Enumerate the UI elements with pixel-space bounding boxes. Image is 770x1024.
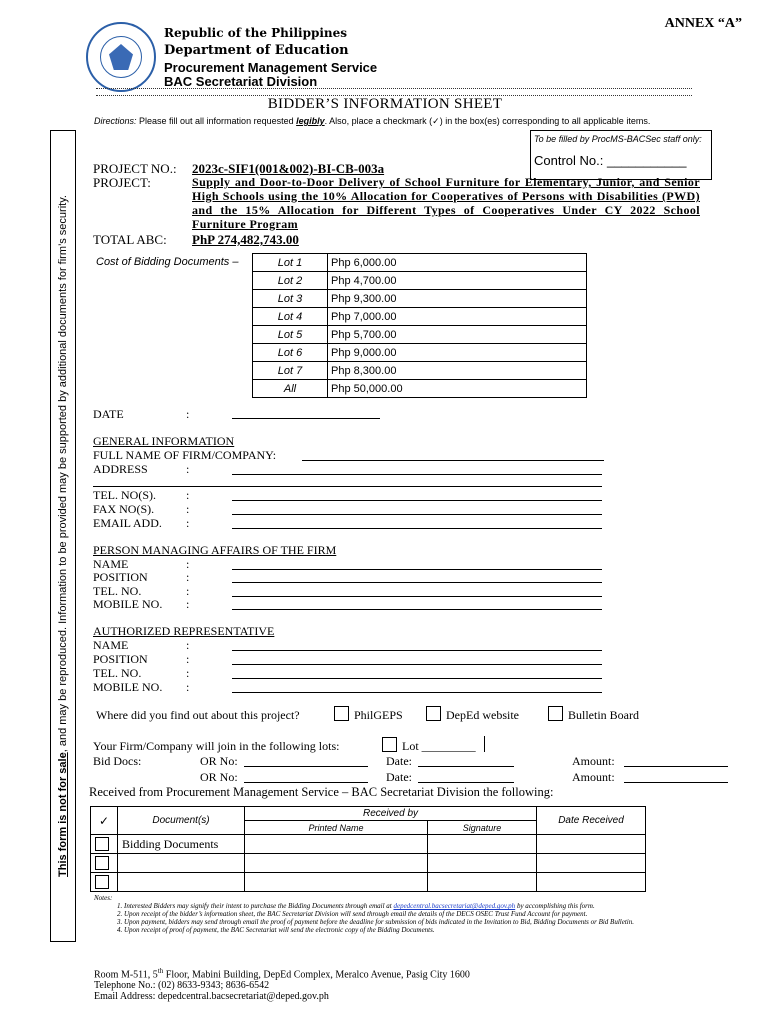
total-abc-label: TOTAL ABC:	[93, 232, 167, 247]
authorized-heading: AUTHORIZED REPRESENTATIVE	[93, 624, 275, 638]
or-no-label: OR No:	[200, 754, 238, 768]
date-label: DATE	[93, 407, 124, 421]
or-no-field-2[interactable]	[244, 782, 368, 783]
note-3: 3. Upon payment, bidders may send through email the proof of payment before the deadline for submission of bids indicated in the Invitation to Bid, Bidding Documents or Bid Bulletin.	[124, 918, 704, 926]
fax-label: FAX NO(S).	[93, 502, 155, 516]
footer	[94, 966, 470, 1002]
colon: :	[186, 597, 190, 611]
table-row	[91, 873, 646, 892]
lot-divider	[484, 736, 485, 752]
colon: :	[186, 488, 190, 502]
printed-name-header: Printed Name	[245, 821, 428, 835]
side-disclaimer: This form is not for sale, and may be reproduced. Information to be provided may be supported by additional documents for firm’s security.	[50, 130, 76, 942]
managing-position-label: POSITION	[93, 570, 148, 584]
email-link[interactable]: depedcentral.bacsecretariat@deped.gov.ph	[393, 902, 516, 910]
email-label: EMAIL ADD.	[93, 516, 162, 530]
service-heading: Procurement Management Service	[164, 60, 378, 75]
cost-table	[252, 253, 587, 398]
bidding-documents-cell: Bidding Documents	[118, 835, 245, 854]
note-2: 2. Upon receipt of the bidder’s information sheet, the BAC Secretariat Division will send through email the details of the DECS OSEC Trust Fund Account for payment.	[124, 910, 704, 918]
managing-mobile-label: MOBILE NO.	[93, 597, 163, 611]
received-heading: Received from Procurement Management Service – BAC Secretariat Division the following:	[89, 785, 554, 799]
philgeps-label: PhilGEPS	[354, 708, 403, 722]
republic-heading: Republic of the Philippines	[164, 26, 348, 40]
note-4: 4. Upon receipt of proof of payment, the BAC Secretariat will send the electronic copy of the Bidding Documents.	[124, 926, 704, 934]
colon: :	[186, 557, 190, 571]
colon: :	[186, 502, 190, 516]
amount-field-2[interactable]	[624, 782, 728, 783]
bid-date-label: Date:	[386, 754, 412, 768]
lots-label: Your Firm/Company will join in the following lots:	[93, 739, 340, 753]
amount-label: Amount:	[572, 754, 615, 768]
directions-text: Directions: Please fill out all information requested legibly. Also, place a checkmark (✓) in the box(es) corresponding to all applicable items.	[94, 116, 651, 126]
control-number-field[interactable]: Control No.: ___________	[534, 153, 687, 168]
firm-name-field[interactable]	[302, 460, 604, 461]
annex-label: ANNEX “A”	[664, 16, 742, 31]
department-heading: Department of Education	[164, 43, 349, 58]
colon: :	[186, 462, 190, 476]
address-label: ADDRESS	[93, 462, 148, 476]
auth-name-field[interactable]	[232, 650, 602, 651]
tel-field[interactable]	[232, 500, 602, 501]
table-row: Lot 6 Php 9,000.00	[253, 344, 587, 362]
date-received-header: Date Received	[537, 807, 646, 835]
footer-address: Room M-511, 5th Floor, Mabini Building, DepEd Complex, Meralco Avenue, Pasig City 1600	[94, 967, 470, 981]
footer-phone: Telephone No.: (02) 8633-9343; 8636-6542	[94, 980, 270, 992]
auth-position-label: POSITION	[93, 652, 148, 666]
source-question: Where did you find out about this project?	[96, 708, 300, 722]
managing-name-label: NAME	[93, 557, 129, 571]
table-row: All Php 50,000.00	[253, 380, 587, 398]
bid-docs-label: Bid Docs:	[93, 754, 142, 768]
colon: :	[186, 584, 190, 598]
tel-label: TEL. NO(S).	[93, 488, 156, 502]
project-label: PROJECT:	[93, 175, 151, 190]
table-row: Lot 5 Php 5,700.00	[253, 326, 587, 344]
table-row: Lot 4 Php 7,000.00	[253, 308, 587, 326]
lot-field[interactable]: Lot _________	[402, 739, 476, 753]
check-header: ✓	[91, 807, 118, 835]
bulletin-board-label: Bulletin Board	[568, 708, 639, 722]
auth-tel-label: TEL. NO.	[93, 666, 142, 680]
colon: :	[186, 666, 190, 680]
documents-header: Document(s)	[118, 807, 245, 835]
table-row	[91, 854, 646, 873]
philgeps-checkbox[interactable]	[334, 706, 349, 721]
managing-mobile-field[interactable]	[232, 609, 602, 610]
note-1: 1. Interested Bidders may signify their intent to purchase the Bidding Documents through email at depedcentral.bacsecretariat@deped.gov.ph by accomplishing this form.	[124, 902, 704, 910]
row-checkbox[interactable]	[95, 837, 109, 851]
notes-title: Notes:	[94, 894, 113, 902]
total-abc-value: PhP 274,482,743.00	[192, 232, 299, 247]
address-field-2[interactable]	[93, 486, 602, 487]
notes-section	[94, 894, 704, 934]
bid-date-field-2[interactable]	[418, 782, 514, 783]
project-no-value: 2023c-SIF1(001&002)-BI-CB-003a	[192, 161, 385, 176]
address-field[interactable]	[232, 474, 602, 475]
date-field[interactable]	[232, 418, 380, 419]
page-title: BIDDER’S INFORMATION SHEET	[267, 96, 503, 112]
email-field[interactable]	[232, 528, 602, 529]
bid-date-field[interactable]	[418, 766, 514, 767]
footer-email: Email Address: depedcentral.bacsecretariat@deped.gov.ph	[94, 991, 329, 1003]
managing-heading: PERSON MANAGING AFFAIRS OF THE FIRM	[93, 543, 337, 557]
table-row: Lot 2 Php 4,700.00	[253, 272, 587, 290]
control-note: To be filled by ProcMS-BACSec staff only:	[534, 134, 702, 144]
auth-tel-field[interactable]	[232, 678, 602, 679]
managing-tel-field[interactable]	[232, 596, 602, 597]
amount-field[interactable]	[624, 766, 728, 767]
project-no-label: PROJECT NO.:	[93, 161, 177, 176]
firm-name-label: FULL NAME OF FIRM/COMPANY:	[93, 448, 277, 462]
colon: :	[186, 680, 190, 694]
colon: :	[186, 516, 190, 530]
row-checkbox[interactable]	[95, 875, 109, 889]
general-info-heading: GENERAL INFORMATION	[93, 434, 235, 448]
deped-seal-icon	[86, 22, 156, 92]
bulletin-board-checkbox[interactable]	[548, 706, 563, 721]
received-by-header: Received by	[245, 807, 537, 821]
deped-website-checkbox[interactable]	[426, 706, 441, 721]
signature-header: Signature	[428, 821, 537, 835]
cost-label: Cost of Bidding Documents –	[96, 256, 239, 268]
deped-website-label: DepEd website	[446, 708, 519, 722]
managing-name-field[interactable]	[232, 569, 602, 570]
auth-name-label: NAME	[93, 638, 129, 652]
table-row: Lot 7 Php 8,300.00	[253, 362, 587, 380]
project-value: Supply and Door-to-Door Delivery of School Furniture for Elementary, Junior, and Senior High Schools using the 10% Allocation for Cooperatives of Persons with Disabilities (PWD) and the 15% Allocation for Different Types of Cooperatives Under CY 2022 School Furniture Program	[192, 175, 700, 231]
bid-date-label-2: Date:	[386, 770, 412, 784]
managing-tel-label: TEL. NO.	[93, 584, 142, 598]
colon: :	[186, 407, 190, 421]
auth-mobile-field[interactable]	[232, 692, 602, 693]
row-checkbox[interactable]	[95, 856, 109, 870]
received-table	[90, 806, 646, 892]
amount-label-2: Amount:	[572, 770, 615, 784]
auth-position-field[interactable]	[232, 664, 602, 665]
division-heading: BAC Secretariat Division	[164, 74, 318, 89]
colon: :	[186, 652, 190, 666]
auth-mobile-label: MOBILE NO.	[93, 680, 163, 694]
colon: :	[186, 638, 190, 652]
fax-field[interactable]	[232, 514, 602, 515]
colon: :	[186, 570, 190, 584]
table-row: Lot 1 Php 6,000.00	[253, 254, 587, 272]
or-no-field[interactable]	[244, 766, 368, 767]
table-row	[91, 835, 646, 854]
managing-position-field[interactable]	[232, 582, 602, 583]
table-row: Lot 3 Php 9,300.00	[253, 290, 587, 308]
or-no-label-2: OR No:	[200, 770, 238, 784]
ornament-divider	[96, 88, 692, 96]
lot-checkbox[interactable]	[382, 737, 397, 752]
